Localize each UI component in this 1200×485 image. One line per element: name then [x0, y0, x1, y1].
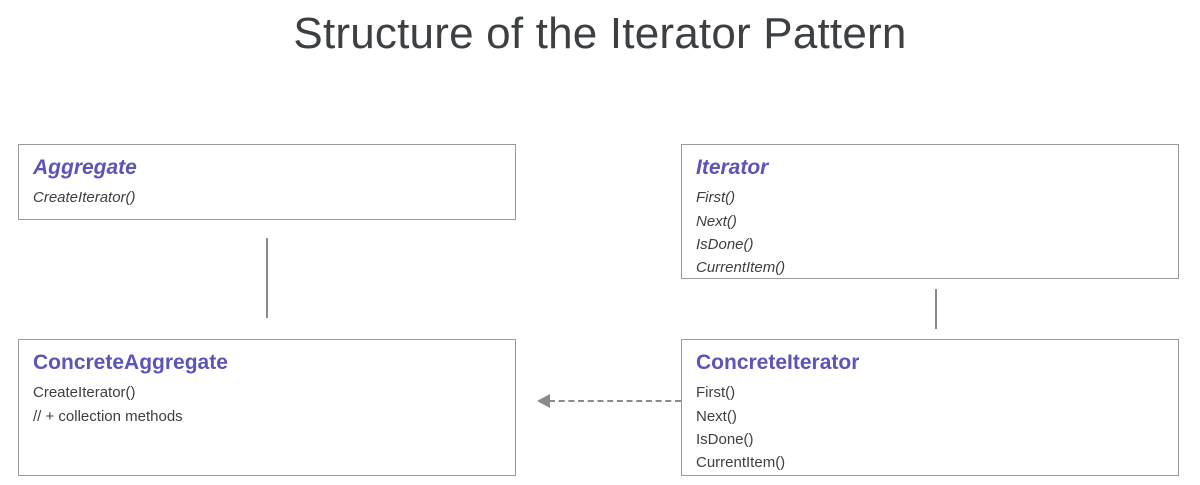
method-item: CurrentItem() — [696, 259, 786, 276]
page-title: Structure of the Iterator Pattern — [293, 9, 907, 58]
class-name-concrete-aggregate: ConcreteAggregate — [33, 351, 228, 374]
method-item: IsDone() — [696, 430, 754, 448]
class-name-aggregate: Aggregate — [33, 156, 137, 179]
method-item: First() — [696, 384, 736, 402]
method-item: Next() — [696, 407, 737, 425]
class-name-concrete-iterator: ConcreteIterator — [696, 351, 860, 374]
class-methods-aggregate — [33, 186, 501, 209]
class-methods-concrete-iterator — [696, 381, 1164, 474]
connector-iterator-generalization — [935, 289, 937, 329]
method-item: CreateIterator() — [33, 384, 136, 402]
class-methods-iterator — [696, 186, 1164, 279]
class-box-iterator — [681, 144, 1179, 279]
class-methods-concrete-aggregate — [33, 381, 501, 428]
method-item: CreateIterator() — [33, 189, 136, 207]
class-box-aggregate — [18, 144, 516, 220]
class-box-concrete-iterator — [681, 339, 1179, 476]
method-item: CurrentItem() — [696, 454, 786, 471]
method-item: First() — [696, 189, 736, 207]
connector-iterator-dependency-arrow — [537, 394, 681, 408]
connector-aggregate-generalization — [266, 238, 268, 318]
method-item: IsDone() — [696, 235, 754, 253]
class-box-concrete-aggregate — [18, 339, 516, 476]
method-item: // + collection methods — [33, 407, 183, 425]
dashed-line — [549, 400, 681, 402]
class-name-iterator: Iterator — [696, 156, 769, 179]
method-item: Next() — [696, 212, 737, 230]
